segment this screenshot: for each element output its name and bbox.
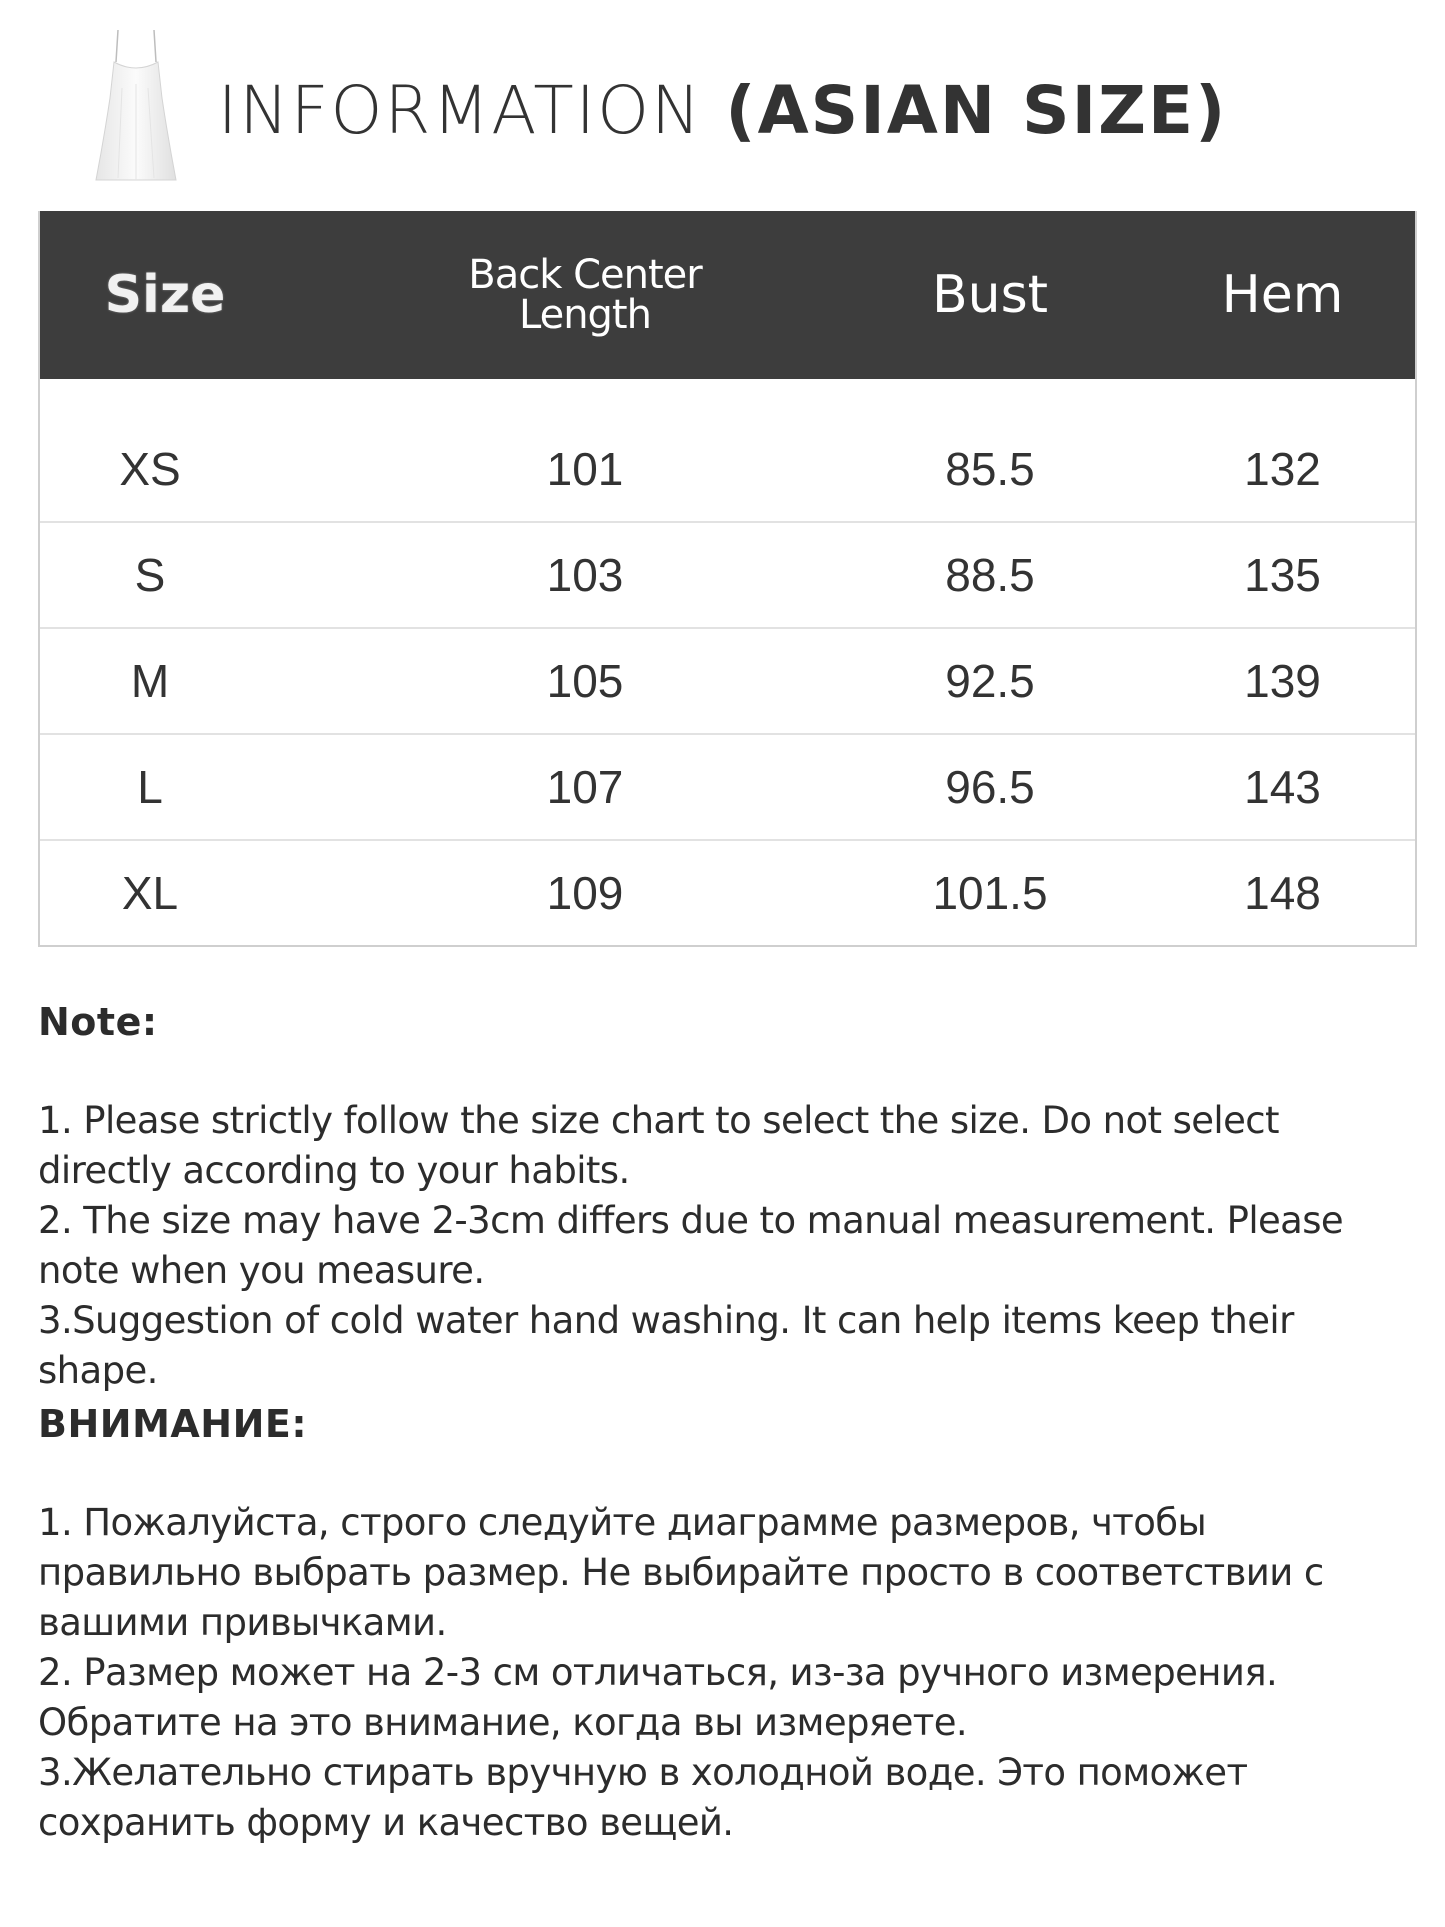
title-bold: (ASIAN SIZE): [725, 72, 1228, 149]
header-hem: Hem: [1221, 265, 1344, 325]
cell-size: S: [134, 549, 166, 601]
cell-bust: 92.5: [945, 655, 1035, 707]
cell-hem: 132: [1244, 443, 1321, 495]
table-body: [40, 379, 1415, 945]
cell-back-center-length: 109: [546, 867, 624, 919]
cell-bust: 88.5: [945, 549, 1035, 601]
note-english: [38, 1000, 1417, 1396]
note-line-ru: 1. Пожалуйста, строго следуйте диаграмме размеров, чтобы правильно выбрать размер. Не выбирайте просто в соответствии с вашими привычками.: [38, 1501, 1324, 1644]
note-heading-ru: ВНИМАНИЕ:: [38, 1402, 308, 1446]
header-back-center-line2: Length: [519, 292, 651, 338]
note-heading: Note:: [38, 1000, 158, 1044]
note-line-ru: 2. Размер может на 2-3 см отличаться, из-за ручного измерения. Обратите на это внимание, когда вы измеряете.: [38, 1651, 1278, 1744]
cell-back-center-length: 107: [546, 761, 624, 813]
cell-hem: 143: [1244, 761, 1321, 813]
note-lines-ru: [38, 1498, 1417, 1848]
table-row: [40, 841, 1415, 945]
cell-back-center-length: 101: [546, 443, 624, 495]
cell-bust: 85.5: [945, 443, 1035, 495]
title-light: INFORMATION: [217, 72, 703, 149]
table-row: [40, 735, 1415, 841]
cell-back-center-length: 103: [546, 549, 624, 601]
cell-bust: 101.5: [932, 867, 1048, 919]
note-line-ru: 3.Желательно стирать вручную в холодной воде. Это поможет сохранить форму и качество вещей.: [38, 1751, 1248, 1844]
cell-size: XL: [121, 867, 179, 919]
cell-hem: 135: [1244, 549, 1321, 601]
note-line: 1. Please strictly follow the size chart to select the size. Do not select directly according to your habits.: [38, 1099, 1279, 1192]
note-line: 3.Suggestion of cold water hand washing. It can help items keep their shape.: [38, 1299, 1294, 1392]
header-back-center-line1: Back Center: [468, 252, 702, 298]
note-lines: [38, 1096, 1417, 1396]
header-bust: Bust: [931, 265, 1049, 325]
note-line: 2. The size may have 2-3cm differs due to manual measurement. Please note when you measure.: [38, 1199, 1344, 1292]
header-size: Size: [104, 265, 226, 325]
header-back-center-length: [420, 211, 750, 379]
table-row: [40, 417, 1415, 523]
page-title: [0, 72, 1445, 149]
cell-size: XS: [119, 443, 181, 495]
table-row: [40, 523, 1415, 629]
note-russian: [38, 1402, 1417, 1848]
cell-size: M: [130, 655, 170, 707]
cell-back-center-length: 105: [546, 655, 624, 707]
table-row: [40, 629, 1415, 735]
cell-hem: 148: [1244, 867, 1321, 919]
cell-hem: 139: [1244, 655, 1321, 707]
cell-size: L: [137, 761, 163, 813]
size-table: [38, 211, 1417, 947]
table-header: [40, 211, 1415, 379]
cell-bust: 96.5: [945, 761, 1035, 813]
